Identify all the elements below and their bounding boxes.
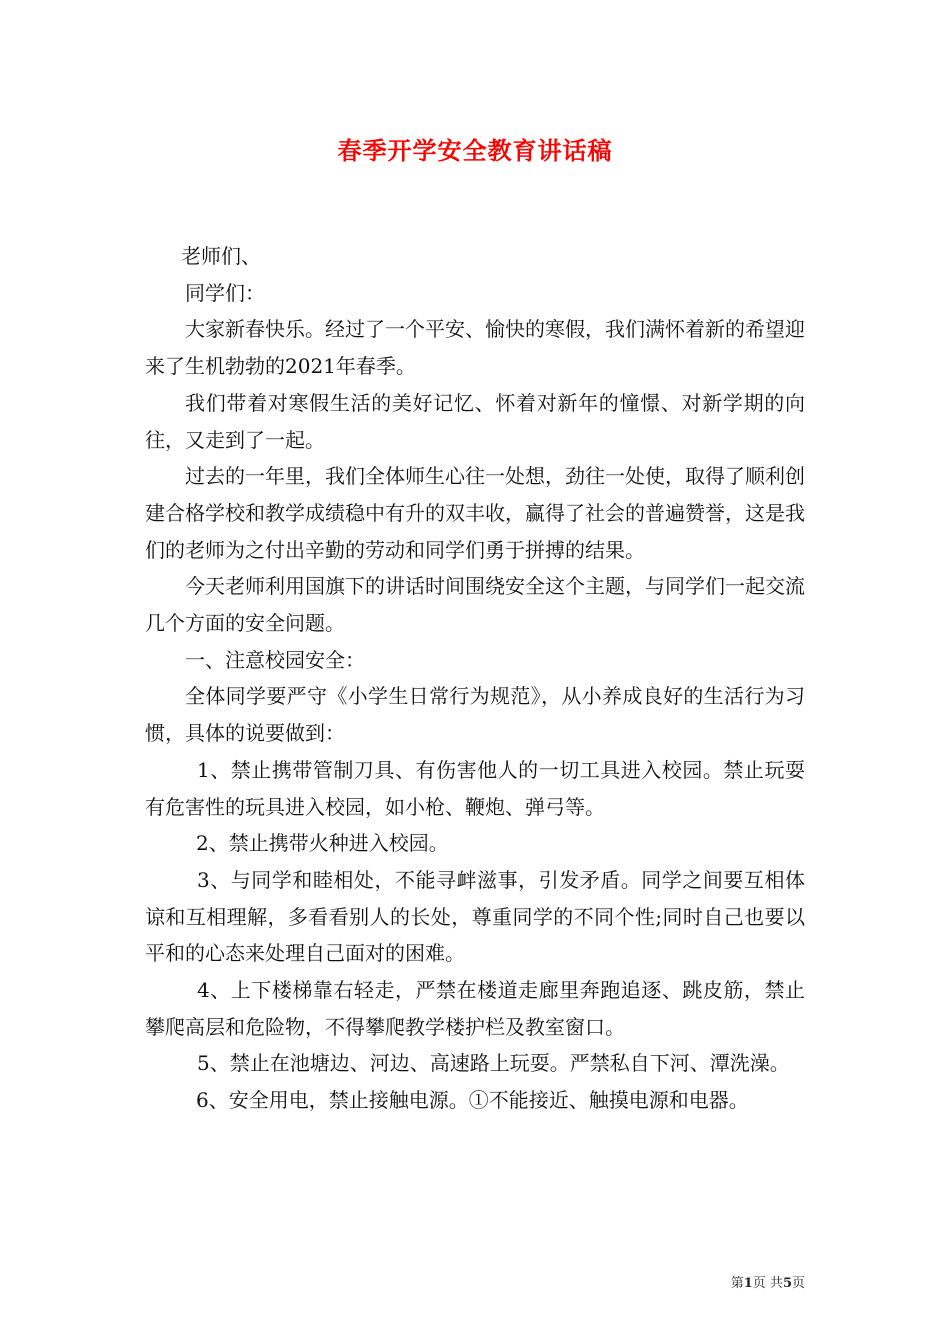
list-item-2: 2、禁止携带火种进入校园。: [196, 831, 449, 856]
list-item-4: 4、上下楼梯靠右轻走，严禁在楼道走廊里奔跑追逐、跳皮筋，禁止攀爬高层和危险物，不得攀爬教学楼护栏及教室窗口。: [145, 978, 805, 1039]
document-title: 春季开学安全教育讲话稿: [337, 136, 613, 165]
paragraph-memories: 我们带着对寒假生活的美好记忆、怀着对新年的憧憬、对新学期的向往，又走到了一起。: [145, 390, 805, 452]
list-item-1: 1、禁止携带管制刀具、有伤害他人的一切工具进入校园。禁止玩耍有危害性的玩具进入校园，如小枪、鞭炮、弹弓等。: [145, 757, 805, 819]
page-number-footer: [731, 1275, 805, 1293]
total-page-number: 5: [782, 1276, 792, 1291]
page-prefix: 第: [730, 1276, 744, 1291]
paragraph-new-year: 大家新春快乐。经过了一个平安、愉快的寒假，我们满怀着新的希望迎来了生机勃勃的2021年春季。: [145, 317, 805, 379]
paragraph-code-of-conduct: 全体同学要严守《小学生日常行为规范》，从小养成良好的生活行为习惯，具体的说要做到：: [145, 684, 805, 746]
greeting-students: 同学们：: [185, 280, 265, 305]
document-body: [145, 238, 805, 1119]
greeting-teachers: 老师们、: [181, 244, 261, 268]
paragraph-past-year: 过去的一年里，我们全体师生心往一处想，劲往一处使，取得了顺利创建合格学校和教学成绩稳中有升的双丰收，赢得了社会的普遍赞誉，这是我们的老师为之付出辛勤的劳动和同学们勇于拼搏的结果。: [145, 464, 805, 562]
list-item-6: 6、安全用电，禁止接触电源。①不能接近、触摸电源和电器。: [196, 1088, 749, 1113]
current-page-number: 1: [743, 1276, 753, 1291]
page-middle: 页 共: [752, 1276, 783, 1291]
section-heading-campus-safety: 一、注意校园安全：: [185, 647, 365, 672]
paragraph-topic-intro: 今天老师利用国旗下的讲话时间围绕安全这个主题，与同学们一起交流几个方面的安全问题。: [145, 574, 805, 636]
list-item-3: 3、与同学和睦相处，不能寻衅滋事，引发矛盾。同学之间要互相体谅和互相理解，多看看别人的长处，尊重同学的不同个性;同时自己也要以平和的心态来处理自己面对的困难。: [145, 867, 805, 966]
list-item-5: 5、禁止在池塘边、河边、高速路上玩耍。严禁私自下河、潭洗澡。: [197, 1051, 790, 1076]
page-suffix: 页: [791, 1276, 805, 1291]
